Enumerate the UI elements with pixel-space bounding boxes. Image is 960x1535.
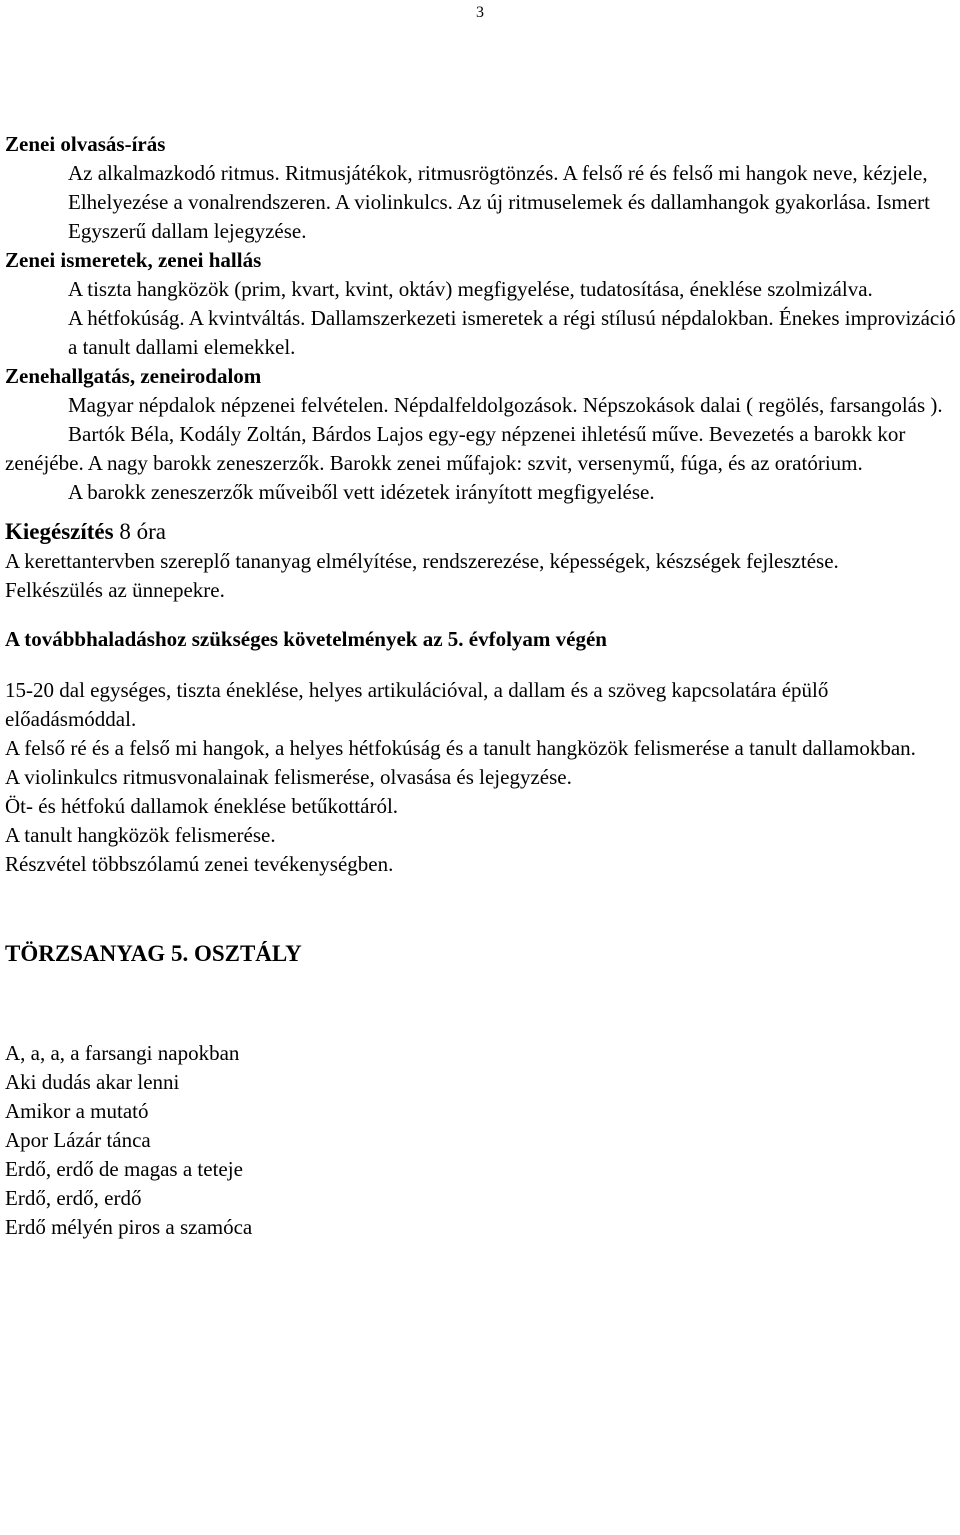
song-item: A, a, a, a farsangi napokban [5, 1041, 240, 1065]
song-item: Apor Lázár tánca [5, 1128, 151, 1152]
document-body [5, 130, 960, 1242]
song-list [5, 1039, 960, 1242]
section-heading-zenei-ismeretek: Zenei ismeretek, zenei hallás [5, 248, 262, 272]
paragraph: A hétfokúság. A kvintváltás. Dallamszerkezeti ismeretek a régi stílusú népdalokban. Énekes improvizáció [68, 306, 956, 330]
song-item: Erdő mélyén piros a szamóca [5, 1215, 253, 1239]
paragraph: Elhelyezése a vonalrendszeren. A violinkulcs. Az új ritmuselemek és dallamhangok gyakorlása. Ismert [68, 190, 930, 214]
section-heading-zenehallgatas: Zenehallgatás, zeneirodalom [5, 364, 262, 388]
paragraph: Magyar népdalok népzenei felvételen. Népdalfeldolgozások. Népszokások dalai ( regölés, farsangolás ). [68, 393, 943, 417]
kiegeszites-heading [5, 517, 960, 547]
song-item: Erdő, erdő de magas a teteje [5, 1157, 243, 1181]
torzsanyag-heading: TÖRZSANYAG 5. OSZTÁLY [5, 941, 302, 966]
paragraph: Az alkalmazkodó ritmus. Ritmusjátékok, ritmusrögtönzés. A felső ré és felső mi hangok neve, kézjele, [68, 161, 928, 185]
paragraph: Felkészülés az ünnepekre. [5, 578, 225, 602]
song-item: Erdő, erdő, erdő [5, 1186, 142, 1210]
list-item: A felső ré és a felső mi hangok, a helyes hétfokúság és a tanult hangközök felismerése a tanult dallamokban. [5, 736, 916, 760]
list-item: Részvétel többszólamú zenei tevékenységben. [5, 852, 394, 876]
list-item: A tanult hangközök felismerése. [5, 823, 276, 847]
section-heading-olvasas-iras: Zenei olvasás-írás [5, 132, 166, 156]
paragraph: A kerettantervben szereplő tananyag elmélyítése, rendszerezése, képességek, készségek fejlesztése. [5, 549, 839, 573]
paragraph: A barokk zeneszerzők műveiből vett idézetek irányított megfigyelése. [68, 480, 655, 504]
paragraph: a tanult dallami elemekkel. [68, 335, 296, 359]
list-item: A violinkulcs ritmusvonalainak felismerése, olvasása és lejegyzése. [5, 765, 572, 789]
kiegeszites-hours: 8 óra [119, 519, 166, 544]
song-item: Amikor a mutató [5, 1099, 149, 1123]
song-item: Aki dudás akar lenni [5, 1070, 180, 1094]
kiegeszites-title: Kiegészítés [5, 519, 114, 544]
page-number: 3 [476, 4, 484, 21]
paragraph: Egyszerű dallam lejegyzése. [68, 219, 307, 243]
paragraph: A tiszta hangközök (prim, kvart, kvint, oktáv) megfigyelése, tudatosítása, éneklése szolmizálva. [68, 277, 873, 301]
list-item: Öt- és hétfokú dallamok éneklése betűkottáról. [5, 794, 399, 818]
requirements-list [5, 676, 960, 879]
requirements-heading: A továbbhaladáshoz szükséges követelmények az 5. évfolyam végén [5, 627, 607, 651]
paragraph: Bartók Béla, Kodály Zoltán, Bárdos Lajos egy-egy népzenei ihletésű műve. Bevezetés a barokk kor zenéjébe. A nagy barokk zeneszerzők. Barokk zenei műfajok: szvit, versenymű, fúga, és az oratórium. [5, 422, 906, 475]
list-item: 15-20 dal egységes, tiszta éneklése, helyes artikulációval, a dallam és a szöveg kapcsolatára épülő előadásmóddal. [5, 678, 829, 731]
